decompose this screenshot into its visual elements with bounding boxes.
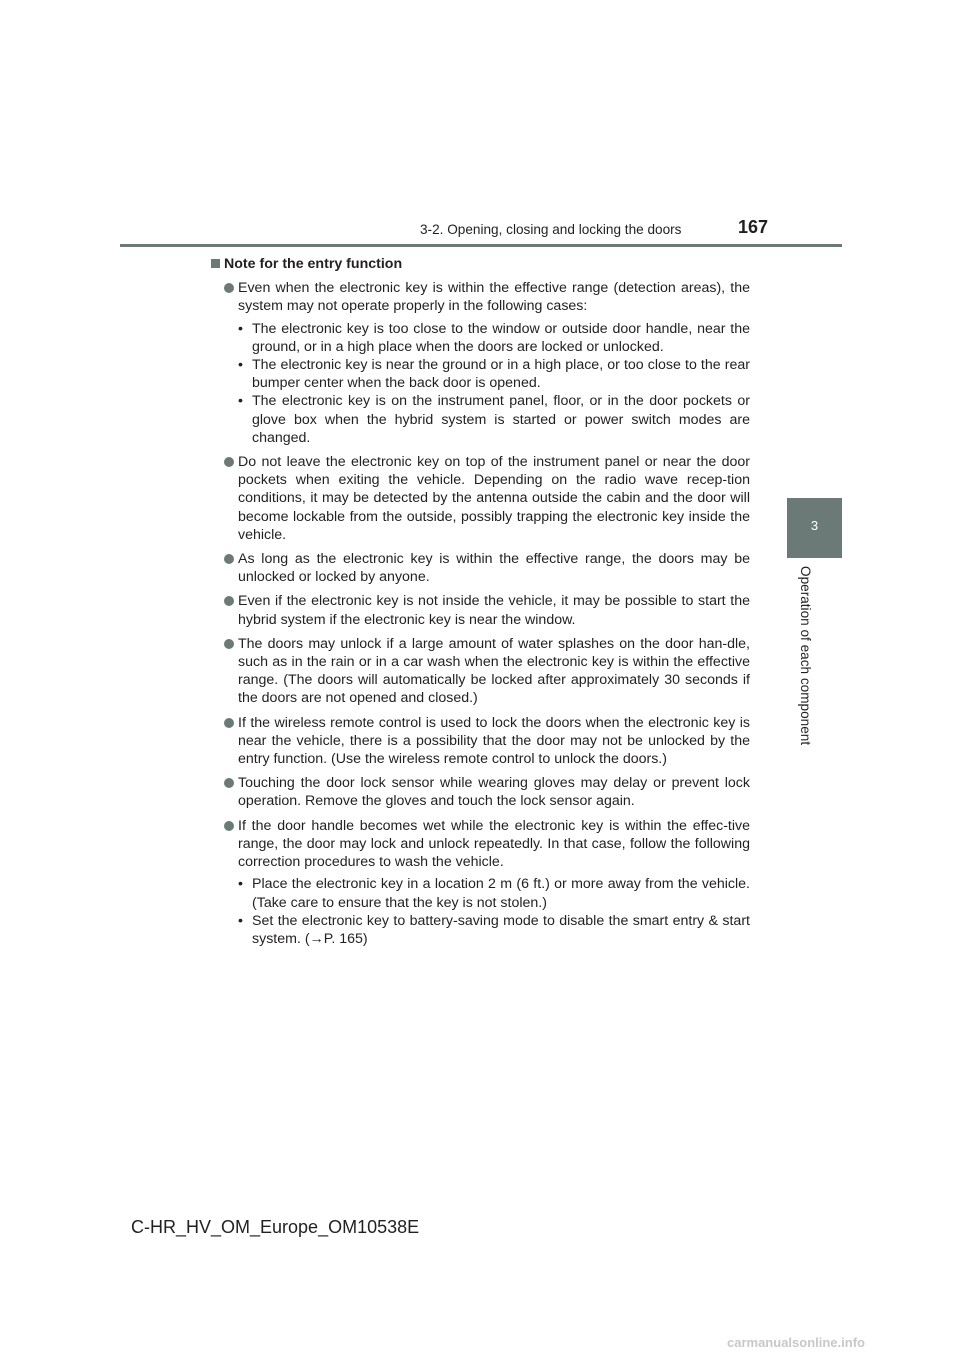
- bullet-item: [210, 635, 750, 708]
- sub-bullet-marker: •: [238, 320, 243, 337]
- bullet-item: [210, 453, 750, 544]
- chapter-title-text: Operation of each component: [798, 566, 813, 746]
- round-bullet-icon: [224, 778, 234, 788]
- header-divider: [120, 244, 842, 247]
- watermark: carmanualsonline.info: [727, 1335, 865, 1350]
- sub-list-item: [238, 356, 750, 392]
- round-bullet-icon: [224, 596, 234, 606]
- chapter-tab: [787, 498, 842, 558]
- round-bullet-icon: [224, 554, 234, 564]
- bullet-text: Touching the door lock sensor while wearing gloves may delay or prevent lock operation. Remove the gloves and touch the lock sensor again.: [238, 775, 750, 810]
- bullet-text: If the door handle becomes wet while the electronic key is within the effec-tive range, the door may lock and unlock repeatedly. In that case, follow the following correction procedures to wash the vehicle.: [238, 817, 750, 871]
- main-content: [210, 255, 750, 954]
- bullet-text: The doors may unlock if a large amount of water splashes on the door han-dle, such as in the rain or in a car wash when the electronic key is within the effective range. (The doors will automatically be locked after approximately 30 seconds if the doors are not opened and closed.): [238, 635, 750, 707]
- bullet-text: As long as the electronic key is within the effective range, the doors may be unlocked or locked by anyone.: [238, 551, 750, 586]
- section-heading: [210, 255, 750, 273]
- round-bullet-icon: [224, 821, 234, 831]
- round-bullet-icon: [224, 639, 234, 649]
- chapter-number: 3: [810, 518, 819, 533]
- sub-list-text: The electronic key is near the ground or in a high place, or too close to the rear bumper center when the back door is opened.: [252, 357, 750, 392]
- sub-bullet-marker: •: [238, 876, 243, 893]
- sub-list: [238, 875, 750, 948]
- bullet-text: If the wireless remote control is used to lock the doors when the electronic key is near the vehicle, there is a possibility that the door may not be unlocked by the entry function. (Use the wireless remote control to unlock the doors.): [238, 714, 750, 768]
- sub-list-text: The electronic key is too close to the window or outside door handle, near the ground, or in a high place when the doors are locked or unlocked.: [252, 320, 750, 355]
- section-title: 3-2. Opening, closing and locking the doors: [420, 222, 682, 237]
- bullet-text: Even if the electronic key is not inside the vehicle, it may be possible to start the hybrid system if the electronic key is near the window.: [238, 593, 750, 628]
- document-code: C-HR_HV_OM_Europe_OM10538E: [131, 1217, 420, 1237]
- bullet-list: [210, 279, 750, 948]
- bullet-item: [210, 550, 750, 586]
- sub-bullet-marker: •: [238, 912, 243, 929]
- sub-list-item: [238, 912, 750, 948]
- chapter-title: [797, 566, 813, 745]
- bullet-item: [210, 592, 750, 628]
- section-heading-text: Note for the entry function: [224, 256, 403, 272]
- sub-list-item: [238, 875, 750, 911]
- sub-bullet-marker: •: [238, 357, 243, 374]
- bullet-item: [210, 714, 750, 769]
- bullet-item: [210, 774, 750, 810]
- sub-list-text: Set the electronic key to battery-saving mode to disable the smart entry & start system. (→P. 165): [252, 912, 750, 947]
- sub-list: [238, 320, 750, 447]
- bullet-text: Do not leave the electronic key on top of the instrument panel or near the door pockets when exiting the vehicle. Depending on the radio wave recep-tion conditions, it may be detected by the antenna outside the cabin and the door will become lockable from the outside, possibly trapping the electronic key inside the vehicle.: [238, 454, 750, 543]
- bullet-item: [210, 817, 750, 948]
- sub-list-text: The electronic key is on the instrument panel, floor, or in the door pockets or glove box when the hybrid system is started or power switch modes are changed.: [252, 393, 750, 446]
- bullet-item: [210, 279, 750, 447]
- sub-list-item: [238, 392, 750, 447]
- sub-list-item: [238, 320, 750, 356]
- sub-bullet-marker: •: [238, 393, 243, 410]
- sub-list-text: Place the electronic key in a location 2 m (6 ft.) or more away from the vehicle. (Take care to ensure that the key is not stolen.): [252, 876, 750, 911]
- square-bullet-icon: [211, 259, 220, 268]
- page-number: 167: [738, 217, 769, 237]
- round-bullet-icon: [224, 718, 234, 728]
- bullet-text: Even when the electronic key is within the effective range (detection areas), the system may not operate properly in the following cases:: [238, 280, 750, 315]
- round-bullet-icon: [224, 457, 234, 467]
- round-bullet-icon: [224, 283, 234, 293]
